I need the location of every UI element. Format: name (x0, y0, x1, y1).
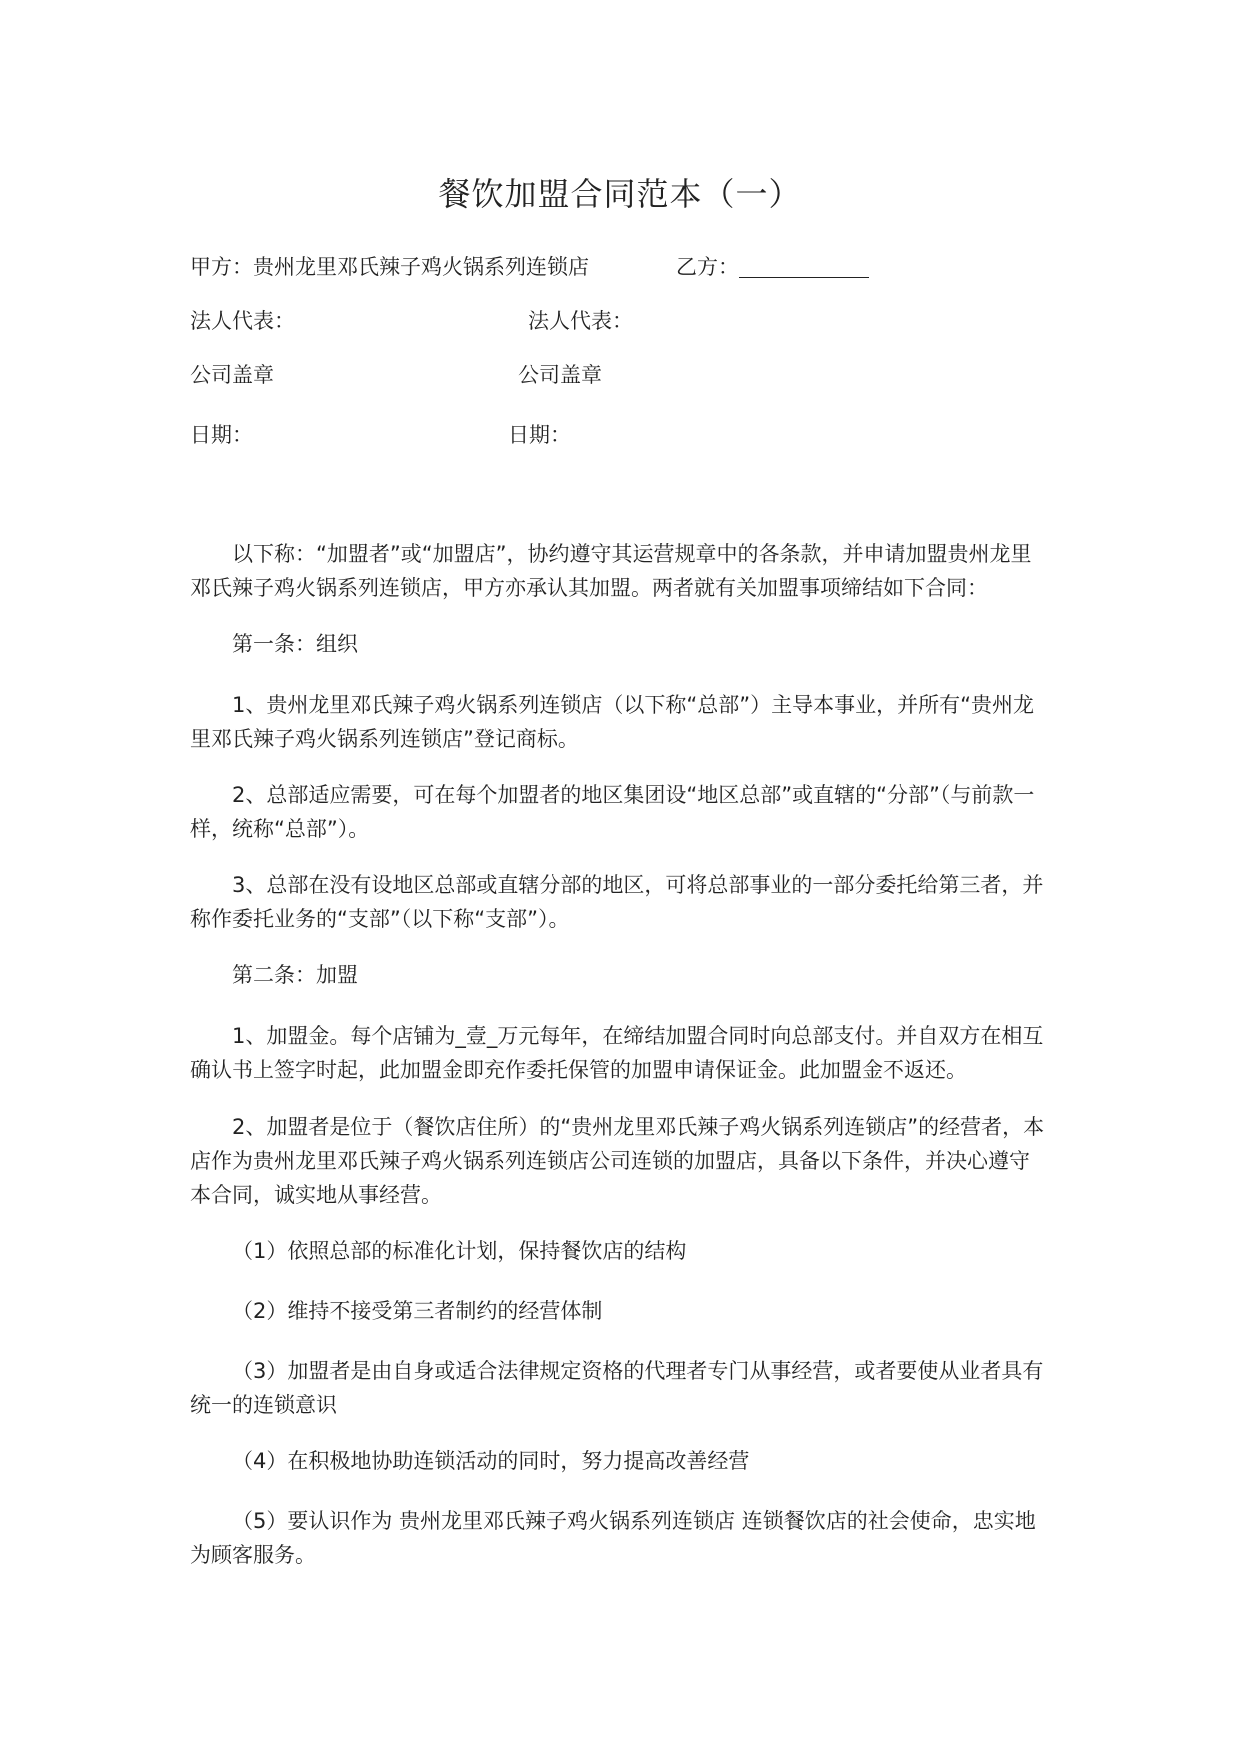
condition-5: （5）要认识作为 贵州龙里邓氏辣子鸡火锅系列连锁店 连锁餐饮店的社会使命，忠实地为顾客服务。 (190, 1509, 1036, 1567)
legal-rep-a: 法人代表： (190, 309, 295, 333)
article-1-heading: 第一条：组织 (232, 632, 358, 656)
condition-4: （4）在积极地协助连锁活动的同时，努力提高改善经营 (232, 1449, 750, 1473)
article-1-item-2: 2、总部适应需要，可在每个加盟者的地区集团设“地区总部”或直辖的“分部”（与前款一样，统称“总部”）。 (190, 783, 1035, 841)
condition-2: （2）维持不接受第三者制约的经营体制 (232, 1299, 603, 1323)
condition-3: （3）加盟者是由自身或适合法律规定资格的代理者专门从事经营，或者要使从业者具有统一的连锁意识 (190, 1359, 1044, 1417)
article-2-item-2: 2、加盟者是位于（餐饮店住所）的“贵州龙里邓氏辣子鸡火锅系列连锁店”的经营者，本店作为贵州龙里邓氏辣子鸡火锅系列连锁店公司连锁的加盟店，具备以下条件，并决心遵守本合同，诚实地从事经营。 (190, 1115, 1045, 1207)
article-2-heading: 第二条：加盟 (232, 963, 358, 987)
seal-b: 公司盖章 (518, 363, 602, 387)
party-a: 甲方：贵州龙里邓氏辣子鸡火锅系列连锁店 (190, 255, 589, 279)
legal-rep-b: 法人代表： (528, 309, 633, 333)
date-a: 日期： (190, 423, 253, 447)
date-b: 日期： (508, 423, 571, 447)
article-1-item-1: 1、贵州龙里邓氏辣子鸡火锅系列连锁店（以下称“总部”）主导本事业，并所有“贵州龙里邓氏辣子鸡火锅系列连锁店”登记商标。 (190, 693, 1034, 751)
party-b-label: 乙方： (676, 255, 739, 279)
condition-1: （1）依照总部的标准化计划，保持餐饮店的结构 (232, 1239, 687, 1263)
party-b (676, 252, 869, 282)
document-title: 餐饮加盟合同范本（一） (438, 175, 802, 213)
article-2-item-1: 1、加盟金。每个店铺为_壹_万元每年，在缔结加盟合同时向总部支付。并自双方在相互确认书上签字时起，此加盟金即充作委托保管的加盟申请保证金。此加盟金不返还。 (190, 1024, 1044, 1082)
party-b-blank-line (739, 255, 869, 278)
paragraph-intro: 以下称：“加盟者”或“加盟店”，协约遵守其运营规章中的各条款，并申请加盟贵州龙里邓氏辣子鸡火锅系列连锁店，甲方亦承认其加盟。两者就有关加盟事项缔结如下合同： (190, 542, 1032, 600)
seal-a: 公司盖章 (190, 363, 274, 387)
article-1-item-3: 3、总部在没有设地区总部或直辖分部的地区，可将总部事业的一部分委托给第三者，并称作委托业务的“支部”（以下称“支部”）。 (190, 873, 1044, 931)
